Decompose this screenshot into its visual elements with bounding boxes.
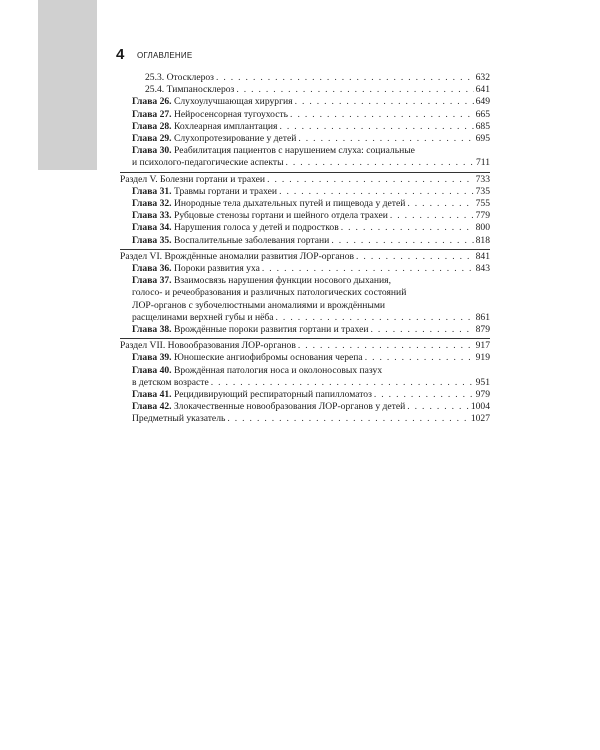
chapter-label: Глава 26. [132,96,172,108]
side-tab-marker [38,0,97,170]
toc-chapter-26[interactable]: Глава 26. Слухоулучшающая хирургия . . . 649 [120,96,490,108]
dot-leader [267,174,474,186]
page-ref: 735 [475,185,490,197]
dot-leader [279,121,473,133]
dot-leader [279,186,474,198]
toc-chapter-37[interactable]: Глава 37. Взаимосвязь нарушения функции носового дыхания, голосо- и речеобразования и различных патологических состояний ЛОР-органов с зубочелюстными аномалиями и врождёнными расщелинами верхней губы и нёба . . . 861 [120,275,490,324]
dot-leader [374,389,474,401]
toc-section-7[interactable]: Раздел VII. Новообразования ЛОР-органов . . . 917 [120,340,490,352]
toc-chapter-29[interactable]: Глава 29. Слухопротезирование у детей . . . 695 [120,133,490,145]
page-ref: 711 [475,157,490,169]
dot-leader [216,72,474,84]
dot-leader [407,198,473,210]
dot-leader [331,235,473,247]
dot-leader [298,340,474,352]
dot-leader [211,377,474,389]
table-of-contents [120,72,490,426]
page-ref: 919 [475,352,490,364]
toc-chapter-41[interactable]: Глава 41. Рецидивирующий респираторный папилломатоз . . . 979 [120,389,490,401]
dot-leader [390,210,474,222]
chapter-label: Глава 28. [132,120,172,132]
page-ref: 641 [475,84,490,96]
page-ref: 695 [475,133,490,145]
page-ref: 861 [475,311,490,323]
dot-leader [371,324,474,336]
dot-leader [407,401,469,413]
toc-chapter-39[interactable]: Глава 39. Юношеские ангиофибромы основания черепа . . . 919 [120,352,490,364]
page-ref: 632 [475,72,490,83]
page-ref: 649 [475,96,490,108]
chapter-label: Глава 33. [132,210,172,222]
chapter-label: Глава 36. [132,263,172,275]
chapter-label: Глава 27. [132,108,172,120]
page-ref: 818 [475,234,490,246]
chapter-label: Глава 38. [132,324,172,336]
chapter-label: Глава 35. [132,234,172,246]
page-ref: 733 [475,173,490,185]
dot-leader [236,84,473,96]
dot-leader [365,352,474,364]
toc-chapter-31[interactable]: Глава 31. Травмы гортани и трахеи . . . 735 [120,186,490,198]
section-divider [120,338,490,339]
page-ref: 685 [475,120,490,132]
page-ref: 841 [475,250,490,262]
toc-chapter-34[interactable]: Глава 34. Нарушения голоса у детей и подростков . . . 800 [120,222,490,234]
toc-chapter-35[interactable]: Глава 35. Воспалительные заболевания гортани . . . 818 [120,235,490,247]
chapter-label: Глава 29. [132,133,172,145]
dot-leader [356,251,474,263]
toc-section-5[interactable]: Раздел V. Болезни гортани и трахеи . . . 733 [120,174,490,186]
toc-chapter-40[interactable]: Глава 40. Врождённая патология носа и околоносовых пазух в детском возрасте . . . 951 [120,365,490,389]
dot-leader [298,133,473,145]
toc-chapter-28[interactable]: Глава 28. Кохлеарная имплантация . . . 685 [120,121,490,133]
page-ref: 951 [475,376,490,388]
page-ref: 879 [475,324,490,336]
chapter-label: Глава 39. [132,352,172,364]
page-ref: 800 [475,222,490,234]
chapter-label: Глава 30. [132,145,172,157]
chapter-label: Глава 32. [132,198,172,210]
page-ref: 1004 [470,401,490,413]
toc-chapter-32[interactable]: Глава 32. Инородные тела дыхательных путей и пищевода у детей . . . 755 [120,198,490,210]
page-ref: 917 [475,340,490,352]
dot-leader [276,312,474,324]
page-ref: 665 [475,108,490,120]
dot-leader [227,413,468,425]
toc-chapter-30[interactable]: Глава 30. Реабилитация пациентов с нарушением слуха: социальные и психолого-педагогические аспекты . . . 711 [120,145,490,169]
page-ref: 1027 [470,413,490,425]
page-ref: 755 [475,198,490,210]
running-head: ОГЛАВЛЕНИЕ [137,51,193,60]
chapter-label: Глава 34. [132,222,172,234]
dot-leader [262,263,474,275]
toc-chapter-33[interactable]: Глава 33. Рубцовые стенозы гортани и шейного отдела трахеи . . . 779 [120,210,490,222]
dot-leader [290,109,474,121]
page-number: 4 [116,46,125,63]
section-divider [120,172,490,173]
section-divider [120,249,490,250]
page-ref: 843 [475,263,490,275]
toc-entry[interactable]: 25.4. Тимпаносклероз . . . 641 [120,84,490,96]
toc-chapter-27[interactable]: Глава 27. Нейросенсорная тугоухость . . . 665 [120,109,490,121]
chapter-label: Глава 40. [132,364,172,376]
toc-chapter-42[interactable]: Глава 42. Злокачественные новообразования ЛОР-органов у детей . . . 1004 [120,401,490,413]
chapter-label: Глава 37. [132,275,172,287]
toc-section-6[interactable]: Раздел VI. Врождённые аномалии развития ЛОР-органов . . . 841 [120,251,490,263]
toc-chapter-36[interactable]: Глава 36. Пороки развития уха . . . 843 [120,263,490,275]
toc-subject-index[interactable]: Предметный указатель . . . 1027 [120,413,490,425]
chapter-label: Глава 31. [132,185,172,197]
page-ref: 779 [475,210,490,222]
chapter-label: Глава 42. [132,401,172,413]
dot-leader [286,157,474,169]
page-ref: 979 [475,389,490,401]
dot-leader [295,96,474,108]
toc-chapter-38[interactable]: Глава 38. Врождённые пороки развития гортани и трахеи . . . 879 [120,324,490,336]
chapter-label: Глава 41. [132,389,172,401]
toc-entry[interactable]: 25.3. Отосклероз . . . 632 [120,72,490,84]
dot-leader [341,222,474,234]
